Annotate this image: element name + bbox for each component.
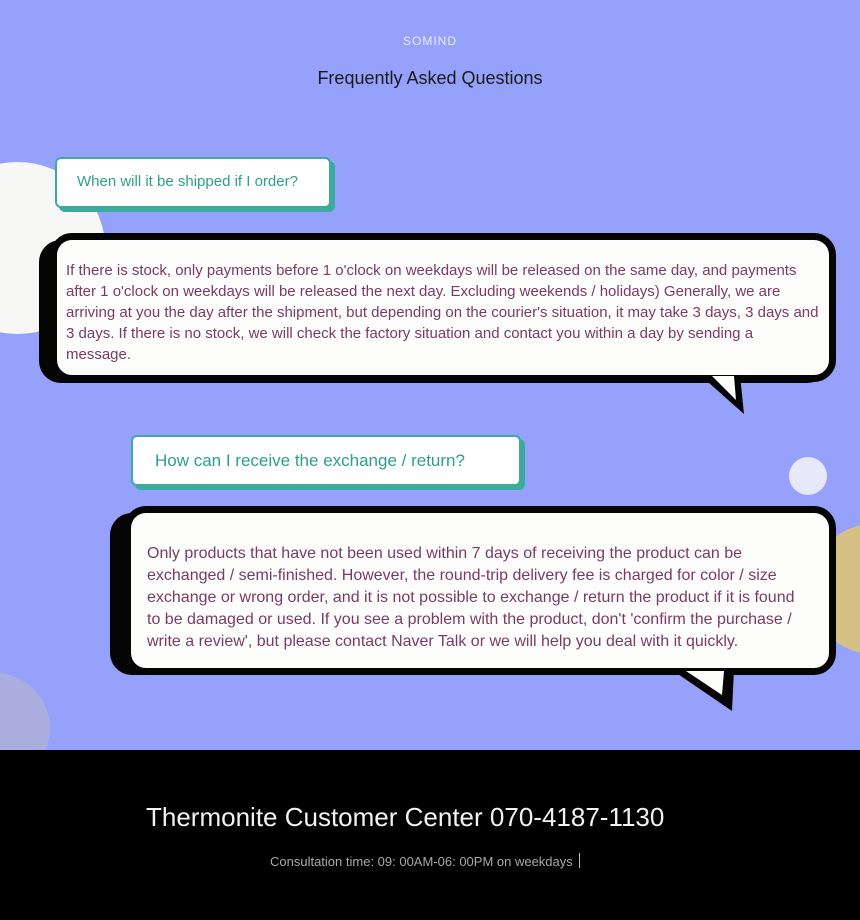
- text-cursor-icon: [579, 853, 580, 868]
- faq-question-1[interactable]: [55, 157, 331, 208]
- faq-answer-1-text: If there is stock, only payments before 1 o'clock on weekdays will be released on the same day, and payments after 1 o'clock on weekdays will be released the next day. Excluding weekends / holidays) Generally, we are arriving at you the day after the shipment, but depending on the courier's situation, it may take 3 days, 3 days and 3 days. If there is no stock, we will check the factory situation and contact you within a day by sending a message.: [66, 262, 819, 363]
- decorative-circle-small: [789, 457, 827, 495]
- brand-logo-text: SOMIND: [403, 34, 457, 48]
- consultation-hours: [270, 853, 580, 869]
- faq-question-1-label: When will it be shipped if I order?: [77, 173, 298, 190]
- consultation-hours-text: Consultation time: 09: 00AM-06: 00PM on weekdays: [270, 854, 573, 869]
- faq-question-2[interactable]: [131, 435, 521, 486]
- customer-center-title: Thermonite Customer Center 070-4187-1130: [146, 802, 665, 832]
- faq-question-2-label: How can I receive the exchange / return?: [155, 451, 465, 470]
- footer: [0, 750, 860, 920]
- page-title: Frequently Asked Questions: [317, 68, 543, 88]
- faq-answer-1: [50, 233, 836, 382]
- answer-2-tail: [672, 665, 738, 715]
- answer-1-tail: [700, 370, 752, 418]
- faq-answer-2-text: Only products that have not been used within 7 days of receiving the product can be exchanged / semi-finished. However, the round-trip delivery fee is charged for color / size exchange or wrong order, and it is not possible to exchange / return the product if it is found to be damaged or used. If you see a problem with the product, don't 'confirm the purchase / write a review', but please contact Naver Talk or we will help you deal with it quickly.: [147, 545, 795, 650]
- faq-answer-2: [124, 506, 836, 675]
